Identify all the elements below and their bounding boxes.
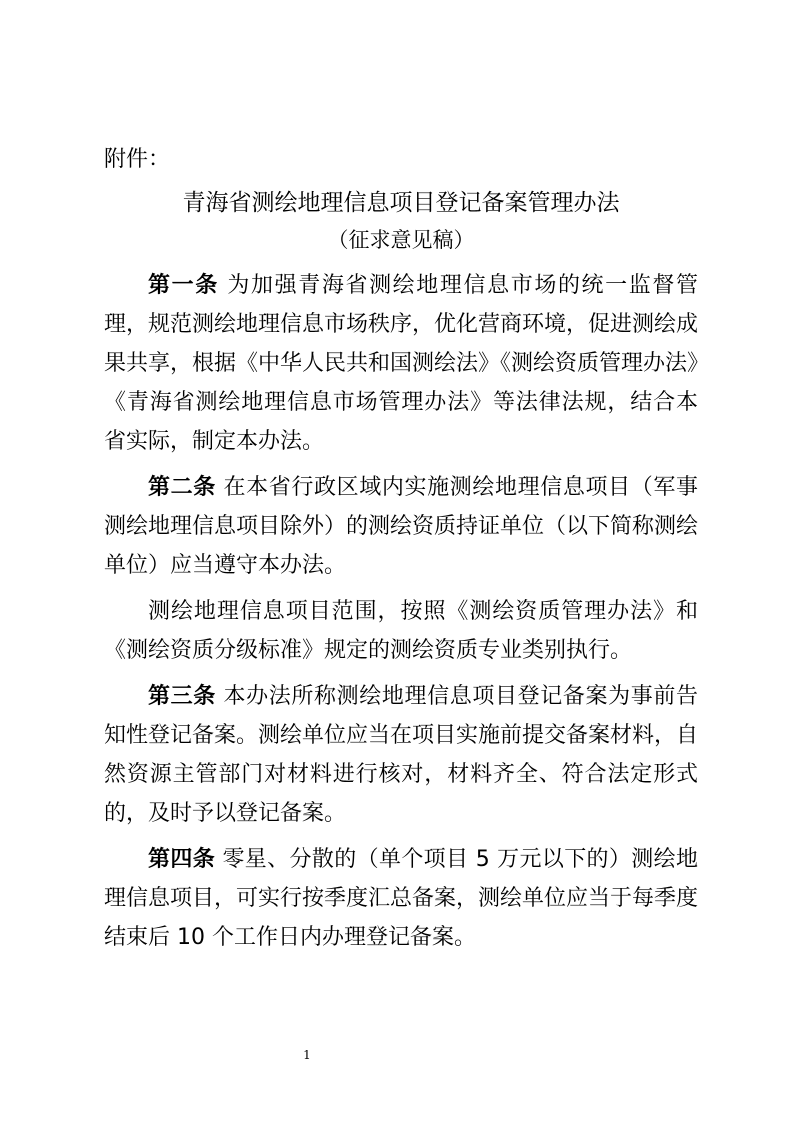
article-1-text: 为加强青海省测绘地理信息市场的统一监督管理，规范测绘地理信息市场秩序，优化营商环境，促进测绘成果共享，根据《中华人民共和国测绘法》《测绘资质管理办法》《青海省测绘地理信息市场管理办法》等法律法规，结合本省实际，制定本办法。 <box>104 273 699 454</box>
document-subtitle: （征求意见稿） <box>327 228 475 252</box>
article-3-number: 第三条 <box>148 684 216 709</box>
article-3-paragraph <box>104 677 698 833</box>
project-scope-paragraph <box>104 592 698 670</box>
attachment-label: 附件： <box>104 147 171 172</box>
article-1-number: 第一条 <box>148 273 219 298</box>
article-4-text: 零星、分散的（单个项目 5 万元以下的）测绘地理信息项目，可实行按季度汇总备案，测绘单位应当于每季度结束后 10 个工作日内办理登记备案。 <box>104 847 699 950</box>
article-4-paragraph <box>104 840 698 957</box>
project-scope-text: 测绘地理信息项目范围，按照《测绘资质管理办法》和《测绘资质分级标准》规定的测绘资质专业类别执行。 <box>104 599 698 663</box>
article-1-paragraph <box>104 266 698 461</box>
article-4-number: 第四条 <box>148 847 216 872</box>
article-2-number: 第二条 <box>148 475 216 500</box>
page-number: 1 <box>303 1048 311 1062</box>
document-title: 青海省测绘地理信息项目登记备案管理办法 <box>182 190 620 216</box>
article-2-paragraph <box>104 468 698 585</box>
article-3-text: 本办法所称测绘地理信息项目登记备案为事前告知性登记备案。测绘单位应当在项目实施前提交备案材料，自然资源主管部门对材料进行核对，材料齐全、符合法定形式的，及时予以登记备案。 <box>104 684 699 826</box>
document-body <box>104 140 698 964</box>
article-2-text: 在本省行政区域内实施测绘地理信息项目（军事测绘地理信息项目除外）的测绘资质持证单位（以下简称测绘单位）应当遵守本办法。 <box>104 475 699 578</box>
